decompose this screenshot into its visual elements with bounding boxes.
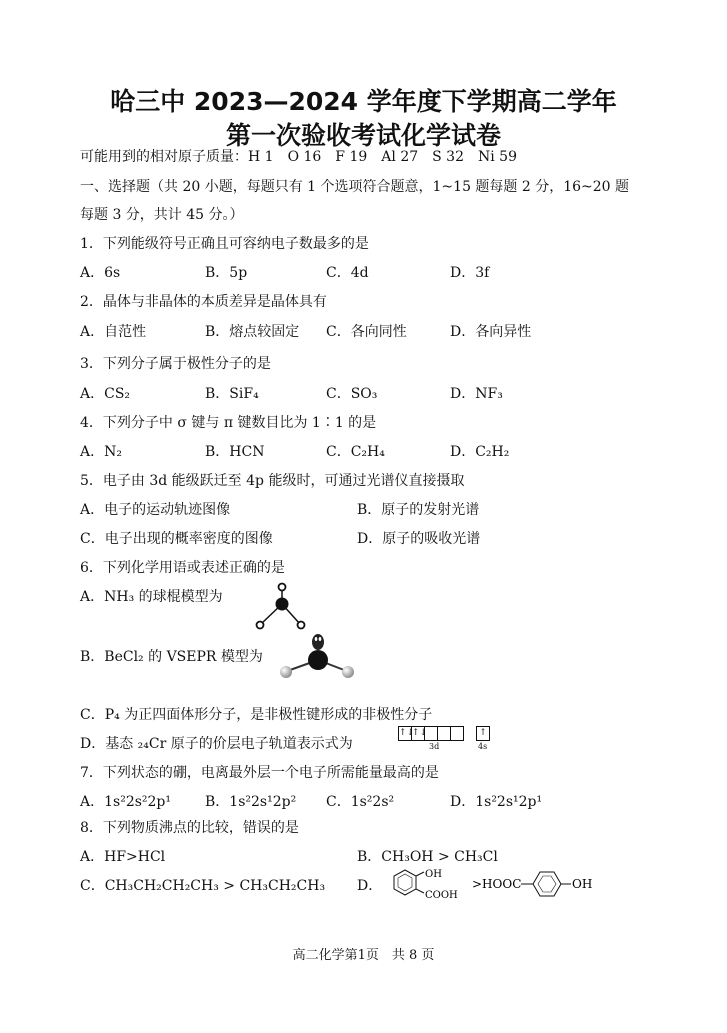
question-5-stem: 5．电子由 3d 能级跃迁至 4p 能级时，可通过光谱仪直接摄取 bbox=[80, 473, 465, 489]
cr-4s-orbital-box bbox=[477, 726, 490, 741]
q1-option-c: C．4d bbox=[326, 265, 369, 281]
q5-option-d: D．原子的吸收光谱 bbox=[357, 531, 481, 547]
ortho-oh-label: OH bbox=[425, 869, 442, 880]
section-intro-1: 一、选择题（共 20 小题，每题只有 1 个选项符合题意，1~15 题每题 2 分，16~20 题 bbox=[80, 179, 630, 195]
q2-option-c: C．各向同性 bbox=[326, 324, 407, 340]
label-3d: 3d bbox=[429, 742, 440, 751]
q5-option-a: A．电子的运动轨迹图像 bbox=[80, 502, 231, 518]
q4-option-d: D．C₂H₂ bbox=[450, 444, 510, 460]
q4-option-c: C．C₂H₄ bbox=[326, 444, 385, 460]
q7-option-c: C．1s²2s² bbox=[326, 794, 395, 810]
orbital-box bbox=[424, 726, 438, 741]
question-4-stem: 4．下列分子中 σ 键与 π 键数目比为 1∶1 的是 bbox=[80, 415, 377, 431]
page-footer: 高二化学第1页 共 8 页 bbox=[292, 948, 435, 963]
orbital-box bbox=[450, 726, 464, 741]
q7-option-a: A．1s²2s²2p¹ bbox=[80, 794, 171, 810]
q1-option-d: D．3f bbox=[450, 265, 490, 281]
q1-option-b: B．5p bbox=[205, 265, 248, 281]
orbital-box: ↑ bbox=[476, 726, 490, 741]
q5-option-b: B．原子的发射光谱 bbox=[357, 502, 480, 518]
q6-option-b: B．BeCl₂ 的 VSEPR 模型为 bbox=[80, 649, 263, 665]
section-intro-2: 每题 3 分，共计 45 分。） bbox=[80, 207, 244, 223]
para-hooc-label: >HOOC bbox=[472, 877, 522, 891]
exam-title-line1: 哈三中 2023—2024 学年度下学期高二学年 bbox=[110, 87, 617, 116]
orbital-box bbox=[437, 726, 451, 741]
orbital-box: ↑↓ bbox=[411, 726, 425, 741]
q3-option-d: D．NF₃ bbox=[450, 386, 503, 402]
exam-title-line2: 第一次验收考试化学试卷 bbox=[225, 121, 501, 150]
question-2-stem: 2．晶体与非晶体的本质差异是晶体具有 bbox=[80, 294, 327, 310]
q2-option-a: A．自范性 bbox=[80, 324, 147, 340]
ortho-cooh-label: COOH bbox=[425, 890, 458, 901]
q6-option-d: D．基态 ₂₄Cr 原子的价层电子轨道表示式为 bbox=[80, 736, 353, 752]
orbital-box: ↑↓ bbox=[398, 726, 412, 741]
q4-option-b: B．HCN bbox=[205, 444, 265, 460]
q7-option-d: D．1s²2s¹2p¹ bbox=[450, 794, 543, 810]
q4-option-a: A．N₂ bbox=[80, 444, 122, 460]
question-8-stem: 8．下列物质沸点的比较，错误的是 bbox=[80, 820, 299, 836]
question-3-stem: 3．下列分子属于极性分子的是 bbox=[80, 356, 271, 372]
q6-option-c: C．P₄ 为正四面体形分子，是非极性键形成的非极性分子 bbox=[80, 707, 433, 723]
question-1-stem: 1．下列能级符号正确且可容纳电子数最多的是 bbox=[80, 236, 369, 252]
q8-option-a: A．HF>HCl bbox=[80, 849, 166, 865]
nh3-ball-stick-model bbox=[250, 580, 310, 632]
q8-option-d: D． bbox=[357, 878, 383, 894]
question-7-stem: 7．下列状态的硼，电离最外层一个电子所需能量最高的是 bbox=[80, 765, 439, 781]
atomic-masses: 可能用到的相对原子质量：H 1 O 16 F 19 Al 27 S 32 Ni 59 bbox=[80, 149, 517, 165]
q5-option-c: C．电子出现的概率密度的图像 bbox=[80, 531, 273, 547]
q1-option-a: A．6s bbox=[80, 265, 121, 281]
q3-option-c: C．SO₃ bbox=[326, 386, 378, 402]
q8-d-structures bbox=[383, 866, 623, 902]
q3-option-a: A．CS₂ bbox=[80, 386, 131, 402]
becl2-vsepr-model bbox=[272, 628, 362, 684]
cr-3d-orbital-boxes bbox=[399, 726, 464, 741]
label-4s: 4s bbox=[478, 742, 488, 751]
q8-option-c: C．CH₃CH₂CH₂CH₃ > CH₃CH₂CH₃ bbox=[80, 878, 326, 894]
question-6-stem: 6．下列化学用语或表述正确的是 bbox=[80, 560, 285, 576]
q2-option-d: D．各向异性 bbox=[450, 324, 532, 340]
para-oh-label: OH bbox=[572, 877, 593, 891]
q7-option-b: B．1s²2s¹2p² bbox=[205, 794, 297, 810]
q8-option-b: B．CH₃OH > CH₃Cl bbox=[357, 849, 498, 865]
q6-option-a: A．NH₃ 的球棍模型为 bbox=[80, 589, 223, 605]
q2-option-b: B．熔点较固定 bbox=[205, 324, 300, 340]
q3-option-b: B．SiF₄ bbox=[205, 386, 259, 402]
